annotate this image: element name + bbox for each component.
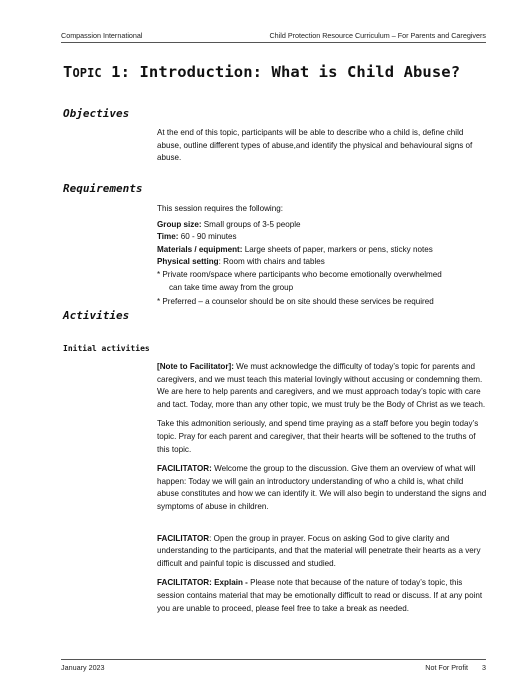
footer-right [411,663,486,672]
requirements-heading: Requirements [63,182,143,195]
activities-body [157,361,487,615]
page-title [63,63,460,81]
paragraph-label: FACILITATOR: [157,464,212,474]
objectives-body [157,127,487,165]
objectives-heading: Objectives [63,107,130,120]
requirement-label: Group size: [157,219,202,229]
objectives-text: At the end of this topic, participants will be able to describe who a child is, define child abuse, outline different types of abuse,and identify the physical and behavioural signs of abuse. [157,128,473,163]
page-number: 3 [482,663,486,672]
activities-heading: Activities [63,309,130,322]
requirement-label: Time: [157,232,179,242]
bullet-continuation: can take time away from the group [169,282,294,292]
paragraph-label: FACILITATOR: Explain - [157,578,248,588]
requirement-label: Physical setting [157,257,219,267]
activity-admonition [157,418,487,456]
paragraph-text: Please note that because of the nature of today’s topic, this session contains material that may be emotionally difficult to read or discuss. If at any point you are unable to proceed, please feel free to take a break as needed. [157,578,483,613]
page-header [61,31,486,40]
activity-explain [157,577,487,615]
requirements-intro: This session requires the following: [157,204,283,213]
paragraph-text: Take this admonition seriously, and spend time praying as a staff before you begin today’s topic. Pray for each parent and caregiver, that their hearts will be softened to the truths of this topic. [157,419,479,454]
requirement-value: Small groups of 3-5 people [201,219,301,229]
requirement-label: Materials / equipment: [157,244,243,254]
footer-divider [61,659,486,660]
requirement-value: Large sheets of paper, markers or pens, sticky notes [242,244,433,254]
initial-activities-heading: Initial activities [63,344,150,353]
page-footer [61,663,486,672]
paragraph-text: Welcome the group to the discussion. Give them an overview of what will happen: Today we will gain an introductory understanding of who a child is, what child abuse constitutes and how we can identify it. We will also begin to understand the signs and symptoms of abuse in children. [157,464,487,511]
bullet-line: * Preferred – a counselor should be on site should these services be required [157,297,434,307]
header-org: Compassion International [61,31,143,40]
activity-welcome [157,463,487,513]
requirement-bullet-counselor [157,296,487,309]
paragraph-label: FACILITATOR [157,533,210,543]
requirement-value: 60 - 90 minutes [178,232,237,242]
requirement-bullet-private-room [157,269,487,294]
activity-note-to-facilitator [157,361,487,411]
requirements-body [157,203,487,309]
requirement-time [157,231,487,244]
paragraph-label: [Note to Facilitator]: [157,362,234,371]
paragraph-text: We must acknowledge the difficulty of today’s topic for parents and caregivers, and we must teach this material lovingly without accusing or condemning them. We are here to help parents and caregivers, and we must approach today’s topic with care and tact. Today, more than any other topic, we must truly be the Body of Christ as we teach. [157,362,486,409]
activity-prayer [157,533,487,571]
header-divider [61,42,486,43]
title-prefix-smallcaps: OPIC [72,66,102,80]
bullet-line: * Private room/space where participants who become emotionally overwhelmed [157,269,442,279]
title-text: 1: Introduction: What is Child Abuse? [101,63,461,81]
requirement-value: : Room with chairs and tables [218,257,325,267]
footer-label: Not For Profit [425,663,468,672]
requirement-materials [157,244,487,257]
paragraph-text: : Open the group in prayer. Focus on asking God to give clarity and understanding to the participants, and that the material will penetrate their hearts as a very difficult and painful topic is discussed and studied. [157,533,481,568]
header-curriculum: Child Protection Resource Curriculum – For Parents and Caregivers [269,31,486,40]
requirement-group-size [157,219,487,232]
footer-date: January 2023 [61,663,105,672]
title-prefix-initial: T [63,63,73,81]
requirement-physical-setting [157,256,487,269]
